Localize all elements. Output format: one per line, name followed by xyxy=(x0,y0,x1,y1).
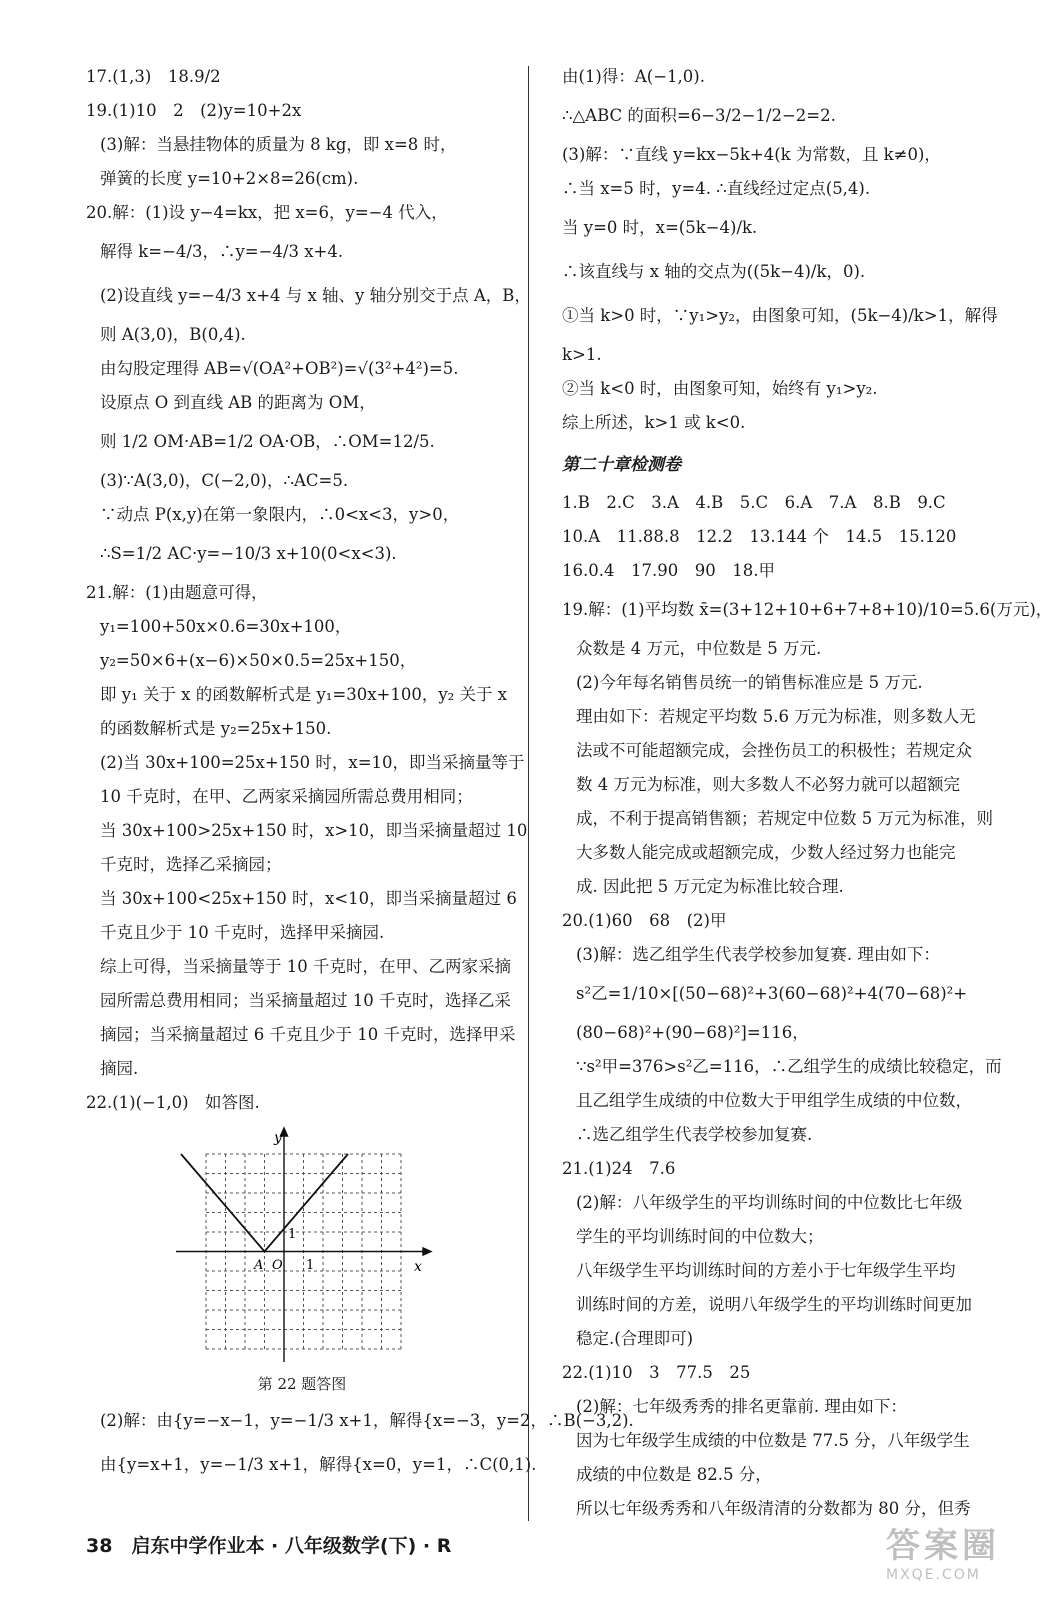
text-line: 设原点 O 到直线 AB 的距离为 OM， xyxy=(100,393,376,412)
coordinate-graph xyxy=(176,1124,436,1364)
y-unit-label: 1 xyxy=(288,1227,297,1242)
text-line: 成绩的中位数是 82.5 分， xyxy=(576,1465,772,1484)
point-A-label: A xyxy=(254,1258,264,1273)
text-line: 10 千克时，在甲、乙两家采摘园所需总费用相同； xyxy=(100,787,473,806)
text-line: 20.(1)60 68 (2)甲 xyxy=(562,911,727,930)
text-line: 16.0.4 17.90 90 18.甲 xyxy=(562,561,775,580)
text-line: 学生的平均训练时间的中位数大； xyxy=(576,1227,824,1246)
text-line: 千克且少于 10 千克时，选择甲采摘园. xyxy=(100,923,385,942)
text-line: 园所需总费用相同；当采摘量超过 10 千克时，选择乙采 xyxy=(100,991,511,1010)
text-line: k>1. xyxy=(562,345,602,364)
text-line: 摘园；当采摘量超过 6 千克且少于 10 千克时，选择甲采 xyxy=(100,1025,516,1044)
text-line: 训练时间的方差，说明八年级学生的平均训练时间更加 xyxy=(576,1295,972,1314)
text-line: 数 4 万元为标准，则大多数人不必努力就可以超额完 xyxy=(576,775,960,794)
text-line: (2)设直线 y=−4/3 x+4 与 x 轴、y 轴分别交于点 A，B， xyxy=(100,286,531,305)
text-line: 即 y₁ 关于 x 的函数解析式是 y₁=30x+100，y₂ 关于 x xyxy=(100,685,508,704)
text-line: 综上所述，k>1 或 k<0. xyxy=(562,413,746,432)
text-line: 摘园. xyxy=(100,1059,139,1078)
y-axis-label: y xyxy=(274,1130,282,1146)
text-line: (2)解：八年级学生的平均训练时间的中位数比七年级 xyxy=(576,1193,963,1212)
answer-figure-22 xyxy=(86,1124,518,1369)
text-line: ∴该直线与 x 轴的交点为((5k−4)/k，0). xyxy=(562,262,866,281)
text-line: 由(1)得：A(−1,0). xyxy=(562,67,705,86)
right-column xyxy=(562,60,1053,1526)
x-unit-label: 1 xyxy=(306,1258,315,1273)
text-line: (2)解：由{y=−x−1，y=−1/3 x+1，解得{x=−3，y=2，∴B(−3,2). xyxy=(100,1411,634,1430)
text-line: ②当 k<0 时，由图象可知，始终有 y₁>y₂. xyxy=(562,379,878,398)
text-line: (80−68)²+(90−68)²]=116， xyxy=(576,1023,809,1042)
page-footer: 38 启东中学作业本 · 八年级数学(下) · R xyxy=(86,1535,452,1557)
text-line: 大多数人能完成或超额完成，少数人经过努力也能完 xyxy=(576,843,956,862)
watermark xyxy=(886,1518,1036,1588)
text-line: 所以七年级秀秀和八年级清清的分数都为 80 分，但秀 xyxy=(576,1499,971,1518)
watermark-logo-text: 答案圈 xyxy=(886,1526,1000,1566)
text-line: s²乙=1/10×[(50−68)²+3(60−68)²+4(70−68)²+ xyxy=(576,984,968,1003)
text-line: (3)解：选乙组学生代表学校参加复赛. 理由如下： xyxy=(576,945,940,964)
x-axis-arrow xyxy=(423,1248,431,1255)
text-line: 21.(1)24 7.6 xyxy=(562,1159,676,1178)
text-line: (2)解：七年级秀秀的排名更靠前. 理由如下： xyxy=(576,1397,907,1416)
text-line: 千克时，选择乙采摘园； xyxy=(100,855,282,874)
text-line: 当 30x+100<25x+150 时，x<10，即当采摘量超过 6 xyxy=(100,889,517,908)
text-line: 20.解：(1)设 y−4=kx，把 x=6，y=−4 代入， xyxy=(86,203,448,222)
text-line: 成. 因此把 5 万元定为标准比较合理. xyxy=(576,877,844,896)
text-line: ∵s²甲=376>s²乙=116，∴乙组学生的成绩比较稳定，而 xyxy=(576,1057,1002,1076)
text-line: 综上可得，当采摘量等于 10 千克时，在甲、乙两家采摘 xyxy=(100,957,511,976)
text-line: 21.解：(1)由题意可得， xyxy=(86,583,268,602)
text-line: 22.(1)(−1,0) 如答图. xyxy=(86,1093,260,1112)
text-line: 解得 k=−4/3，∴y=−4/3 x+4. xyxy=(100,242,344,261)
text-line: ∴当 x=5 时，y=4. ∴直线经过定点(5,4). xyxy=(562,179,871,198)
text-line: y₁=100+50x×0.6=30x+100， xyxy=(100,617,352,636)
text-line: 的函数解析式是 y₂=25x+150. xyxy=(100,719,332,738)
text-line: ①当 k>0 时，∵y₁>y₂，由图象可知，(5k−4)/k>1，解得 xyxy=(562,306,998,325)
figure-caption: 第 22 题答图 xyxy=(257,1375,347,1393)
text-line: 则 A(3,0)，B(0,4). xyxy=(100,325,246,344)
text-line: 由{y=x+1，y=−1/3 x+1，解得{x=0，y=1，∴C(0,1). xyxy=(100,1455,537,1474)
text-line: 成，不利于提高销售额；若规定中位数 5 万元为标准，则 xyxy=(576,809,993,828)
text-line: 1.B 2.C 3.A 4.B 5.C 6.A 7.A 8.B 9.C xyxy=(562,493,946,512)
text-line: 八年级学生平均训练时间的方差小于七年级学生平均 xyxy=(576,1261,956,1280)
text-line: 22.(1)10 3 77.5 25 xyxy=(562,1363,751,1382)
text-line: 稳定.(合理即可) xyxy=(576,1329,694,1348)
text-line: ∵动点 P(x,y)在第一象限内，∴0<x<3，y>0， xyxy=(100,505,460,524)
text-line: 众数是 4 万元，中位数是 5 万元. xyxy=(576,639,822,658)
text-line: y₂=50×6+(x−6)×50×0.5=25x+150， xyxy=(100,651,417,670)
text-line: 10.A 11.88.8 12.2 13.144 个 14.5 15.120 xyxy=(562,527,957,546)
text-line: ∴S=1/2 AC·y=−10/3 x+10(0<x<3). xyxy=(100,544,397,563)
section-title: 第二十章检测卷 xyxy=(562,455,681,475)
text-line: 当 30x+100>25x+150 时，x>10，即当采摘量超过 10 xyxy=(100,821,528,840)
text-line: (3)∵A(3,0)，C(−2,0)，∴AC=5. xyxy=(100,471,349,490)
text-line: 19.解：(1)平均数 x̄=(3+12+10+6+7+8+10)/10=5.6(万元)， xyxy=(562,600,1053,619)
origin-label: O xyxy=(272,1258,283,1273)
text-line: 17.(1,3) 18.9/2 xyxy=(86,67,221,86)
text-line: 法或不可能超额完成，会挫伤员工的积极性；若规定众 xyxy=(576,741,972,760)
text-line: 且乙组学生成绩的中位数大于甲组学生成绩的中位数， xyxy=(576,1091,972,1110)
text-line: 因为七年级学生成绩的中位数是 77.5 分，八年级学生 xyxy=(576,1431,970,1450)
text-line: (3)解：∵直线 y=kx−5k+4(k 为常数，且 k≠0)， xyxy=(562,145,941,164)
watermark-url: MXQE.COM xyxy=(886,1567,981,1583)
text-line: 弹簧的长度 y=10+2×8=26(cm). xyxy=(100,169,359,188)
text-line: ∴△ABC 的面积=6−3/2−1/2−2=2. xyxy=(562,106,836,125)
text-line: (2)今年每名销售员统一的销售标准应是 5 万元. xyxy=(576,673,923,692)
x-axis-label: x xyxy=(414,1259,422,1275)
text-line: 理由如下：若规定平均数 5.6 万元为标准，则多数人无 xyxy=(576,707,976,726)
text-line: 19.(1)10 2 (2)y=10+2x xyxy=(86,101,302,120)
text-line: (3)解：当悬挂物体的质量为 8 kg，即 x=8 时， xyxy=(100,135,457,154)
text-line: ∴选乙组学生代表学校参加复赛. xyxy=(576,1125,813,1144)
text-line: 则 1/2 OM·AB=1/2 OA·OB，∴OM=12/5. xyxy=(100,432,435,451)
text-line: (2)当 30x+100=25x+150 时，x=10，即当采摘量等于 xyxy=(100,753,525,772)
text-line: 由勾股定理得 AB=√(OA²+OB²)=√(3²+4²)=5. xyxy=(100,359,459,378)
text-line: 当 y=0 时，x=(5k−4)/k. xyxy=(562,218,758,237)
